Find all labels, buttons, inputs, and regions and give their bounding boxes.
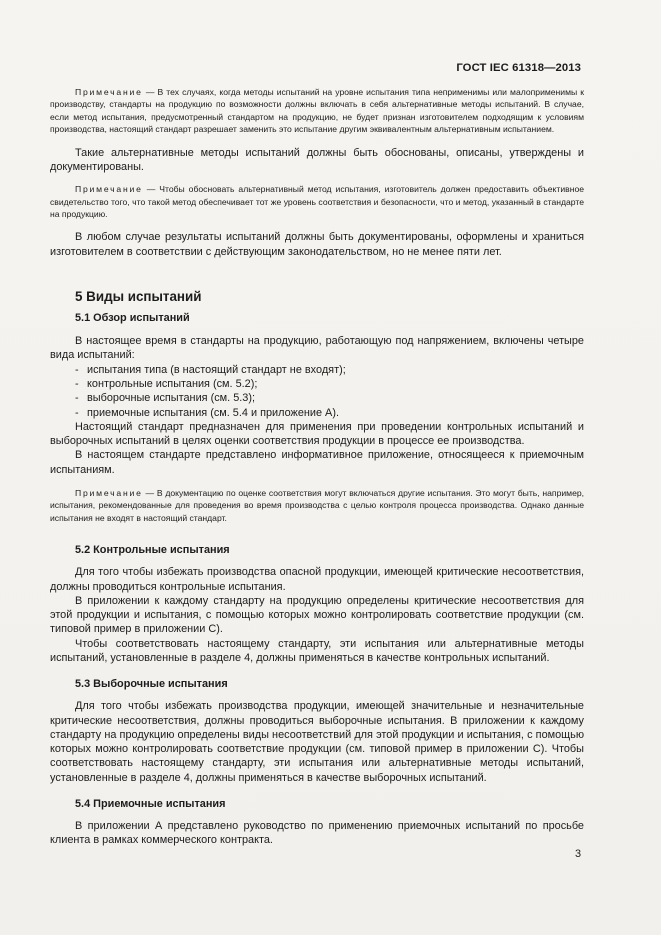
list-item: - выборочные испытания (см. 5.3); bbox=[75, 392, 255, 405]
note-label: Примечание bbox=[75, 184, 143, 195]
paragraph: Чтобы соответствовать настоящему стандарту, эти испытания или альтернативные методы испытаний, установленные в разделе 4, должны применяться в качестве контрольных испытаний. bbox=[50, 637, 584, 664]
paragraph: Такие альтернативные методы испытаний должны быть обоснованы, описаны, утверждены и документированы. bbox=[50, 146, 584, 173]
paragraph: Для того чтобы избежать производства опасной продукции, имеющей критические несоответствия, должны проводиться контрольные испытания. bbox=[50, 566, 584, 593]
page-number: 3 bbox=[574, 848, 581, 860]
note-1 bbox=[50, 86, 584, 136]
list-item: - контрольные испытания (см. 5.2); bbox=[75, 377, 258, 390]
paragraph: В настоящем стандарте представлено информативное приложение, относящееся к приемочным испытаниям. bbox=[50, 449, 584, 476]
paragraph: В любом случае результаты испытаний должны быть документированы, оформлены и храниться изготовителем в соответствии с действующим законодательством, но не менее пяти лет. bbox=[50, 231, 584, 258]
paragraph: В приложении А представлено руководство по применению приемочных испытаний по просьбе клиента в рамках коммерческого контракта. bbox=[50, 820, 584, 847]
section-5-2-title: 5.2 Контрольные испытания bbox=[75, 544, 230, 557]
note-text: В документацию по оценке соответствия могут включаться другие испытания. Это могут быть, например, испытания, рекомендованные для проведения во время производства с целью контроля процесса производства. Однако данные испытания не входят в настоящий стандарт. bbox=[50, 488, 585, 523]
page-content bbox=[50, 86, 584, 848]
note-label: Примечание bbox=[75, 87, 143, 97]
note-dash: — bbox=[145, 87, 155, 97]
paragraph: В настоящее время в стандарты на продукцию, работающую под напряжением, включены четыре вида испытаний: bbox=[50, 335, 584, 362]
note-2 bbox=[50, 183, 584, 220]
note-dash: — bbox=[145, 488, 155, 498]
section-5-1-title: 5.1 Обзор испытаний bbox=[75, 312, 190, 325]
list-item: - испытания типа (в настоящий стандарт не входят); bbox=[75, 363, 346, 376]
note-3 bbox=[50, 487, 584, 524]
paragraph: В приложении к каждому стандарту на продукцию определены критические несоответствия для этой продукции и испытания, с помощью которых можно контролировать соответствие продукции (см. типовой пример в приложении С). bbox=[50, 594, 584, 636]
section-5-4-title: 5.4 Приемочные испытания bbox=[75, 798, 226, 811]
note-text: В тех случаях, когда методы испытаний на уровне испытания типа неприменимы или малоприменимы к производству, стандарты на продукцию по возможности должны включать в себя альтернативные методы испытаний. В случае, если метод испытания, предусмотренный стандартом на продукцию, не будет признан изготовителем подходящим к условиям производства, настоящий стандарт разрешает заменить это испытание другим эквивалентным альтернативным испытанием. bbox=[50, 87, 585, 135]
standard-header: ГОСТ IEC 61318—2013 bbox=[456, 62, 581, 74]
note-dash: — bbox=[146, 184, 156, 195]
section-5-3-title: 5.3 Выборочные испытания bbox=[75, 678, 228, 691]
section-5-title: 5 Виды испытаний bbox=[75, 289, 202, 305]
note-label: Примечание bbox=[75, 488, 143, 498]
test-types-list bbox=[50, 363, 584, 420]
paragraph: Настоящий стандарт предназначен для применения при проведении контрольных испытаний и выборочных испытаний в целях оценки соответствия продукции в процессе ее производства. bbox=[50, 420, 584, 448]
note-text: Чтобы обосновать альтернативный метод испытания, изготовитель должен предоставить объективное свидетельство того, что такой метод обеспечивает тот же уровень соответствия и безопасности, что и метод, указанный в стандарте на продукцию. bbox=[50, 184, 585, 220]
paragraph: Для того чтобы избежать производства продукции, имеющей значительные и незначительные критические несоответствия, должны проводиться выборочные испытания. В приложении к каждому стандарту на продукцию определены виды несоответствий для этой продукции и испытания, с помощью которых можно контролировать соответствие продукции (см. типовой пример в приложении С). Чтобы соответствовать настоящему стандарту, эти испытания или альтернативные методы испытаний, установленные в разделе 4, должны применяться в качестве выборочных испытаний. bbox=[50, 700, 584, 784]
list-item: - приемочные испытания (см. 5.4 и приложение А). bbox=[75, 406, 339, 419]
